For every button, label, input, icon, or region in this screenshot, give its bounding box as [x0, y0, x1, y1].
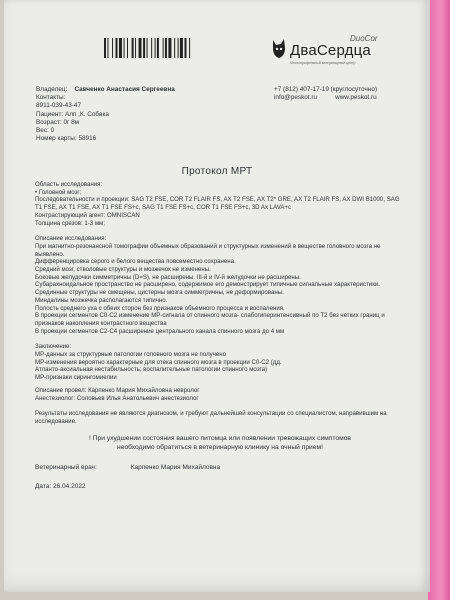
- description-line: В проекции сегментов C2-C4 расширение центрального канала спинного мозга до 4 мм: [35, 327, 285, 335]
- date-label: Дата:: [35, 483, 52, 491]
- description-line: Полость среднего уха с обеих сторон без признаков объемного процесса и воспаления.: [35, 304, 285, 312]
- pink-folder-edge: [428, 0, 450, 600]
- owner-value: Савченко Анастасия Сергеевна: [74, 86, 175, 93]
- age-value: 0г 8м: [63, 118, 80, 126]
- report-body: [35, 181, 405, 491]
- area-label: Область исследования:: [35, 181, 103, 188]
- cat-logo-icon: [270, 36, 288, 60]
- slice-thickness: Толщина срезов: 1-3 мм;: [35, 219, 105, 227]
- description-line: Средний мозг, стволовые структуры и мозжечок не изменены.: [35, 266, 211, 274]
- owner-label: Владелец:: [36, 86, 68, 93]
- patient-info: [36, 86, 175, 143]
- notice-line-1: ! При ухудшении состояния вашего питомца или появлении тревожащих симптомов: [89, 434, 351, 442]
- clinic-email: info@peskot.ru: [274, 94, 318, 102]
- contacts-label: Контакты:: [36, 94, 66, 102]
- contrast-agent: Контрастирующий агент: OMNISCAN: [35, 211, 140, 219]
- age-label: Возраст:: [36, 118, 62, 126]
- conclusion-line: МР-изменения вероятно характерные для отека спинного мозга в проекции C0-C2 (дд.: [35, 358, 282, 366]
- clinic-site: www.peskot.ru: [335, 94, 377, 102]
- owner-phone: 8911-039-43-47: [36, 102, 82, 110]
- description-line: В проекции сегментов C0-C2 изменение МР-сигнала от спинного мозга- слабогиперинтенсивный по T2 без четких границ и признаков накопления контрастного вещества: [35, 312, 385, 327]
- logo-name: ДваСердца: [290, 42, 371, 59]
- warning-notice: [35, 434, 405, 452]
- clinic-logo: [270, 34, 410, 78]
- area-value: • Головной мозг;: [35, 188, 82, 196]
- conclusion-line: МР-данных за структурные патологии головного мозга не получено: [35, 351, 227, 359]
- card-value: 58916: [78, 135, 97, 143]
- conclusion-line: МР-признаки сирингомиелии: [35, 374, 117, 382]
- notice-line-2: необходимо обратиться в ветеринарную клинику на очный прием!: [117, 443, 323, 451]
- description-line: При магнитно-резонансной томографии объемных образований и структурных изменений в веществе головного мозга не выявлено.: [35, 242, 381, 258]
- clinic-phone: +7 (812) 407-17-19 (круглосуточно): [274, 86, 378, 93]
- doctor-name: Карпенко Мария Михайловна: [130, 463, 221, 471]
- clinic-contacts: [274, 86, 377, 102]
- logo-subtitle: Многопрофильный ветеринарный центр: [290, 61, 356, 65]
- doctor-label: Ветеринарный врач:: [35, 463, 97, 471]
- date-line: [35, 483, 405, 491]
- weight-label: Вес:: [36, 127, 49, 135]
- weight-value: 0: [50, 127, 55, 135]
- date-value: 26.04.2022: [53, 483, 86, 491]
- report-title: Протокол МРТ: [181, 166, 253, 177]
- barcode: [104, 38, 254, 58]
- patient-value: Алп ,К. Собака: [64, 110, 109, 118]
- description-line: Дифференцировка серого и белого вещества повсеместно сохранена.: [35, 258, 236, 266]
- anesthesiologist: Анестезиолог: Соловьев Илья Анатольевич анестезиолог: [35, 394, 199, 402]
- mri-report-page: [4, 0, 430, 592]
- description-line: Субарахноидальное пространство не расширено, содержимое его демонстрирует типичные сигнальные характеристики.: [35, 281, 380, 289]
- card-label: Номер карты:: [36, 135, 77, 143]
- performer: Описание провел: Карпенко Мария Михайловна невролог: [35, 386, 200, 394]
- patient-label: Пациент:: [36, 110, 64, 118]
- sequences: Последовательности и проекции: SAG T2 FSE, COR T2 FLAIR FS, AX T2 FSE, AX T2* GRE, AX T2 FLAIR FS, AX DWI B1000, SAG T1 FSE, AX T1 FSE, AX T1 FSE FS+c, SAG T1 FSE FS+c, COR T1 FSE FS+c, 3D Ax LAVA+c: [35, 196, 400, 212]
- disclaimer: Результаты исследования не являются диагнозом, и требуют дальнейшей консультации со специалистом, направившим на исследование.: [35, 410, 387, 425]
- conclusion-line: Атланто-аксиальная нестабильность; воспалительные патологии спинного мозга): [35, 366, 268, 374]
- logo-brand-prefix: DuoCor: [350, 34, 378, 43]
- description-line: Миндалины мозжечка располагаются типично.: [35, 296, 168, 304]
- description-line: Срединные структуры не смещены, цистерны мозга симметричны, не деформированы.: [35, 289, 284, 297]
- description-line: Боковые желудочки симметричны (D=S), не расширены. III-й и IV-й желудочки не расширены.: [35, 273, 301, 281]
- doctor-line: [35, 464, 405, 472]
- description-label: Описание исследования:: [35, 235, 107, 243]
- conclusion-label: Заключение:: [35, 343, 72, 351]
